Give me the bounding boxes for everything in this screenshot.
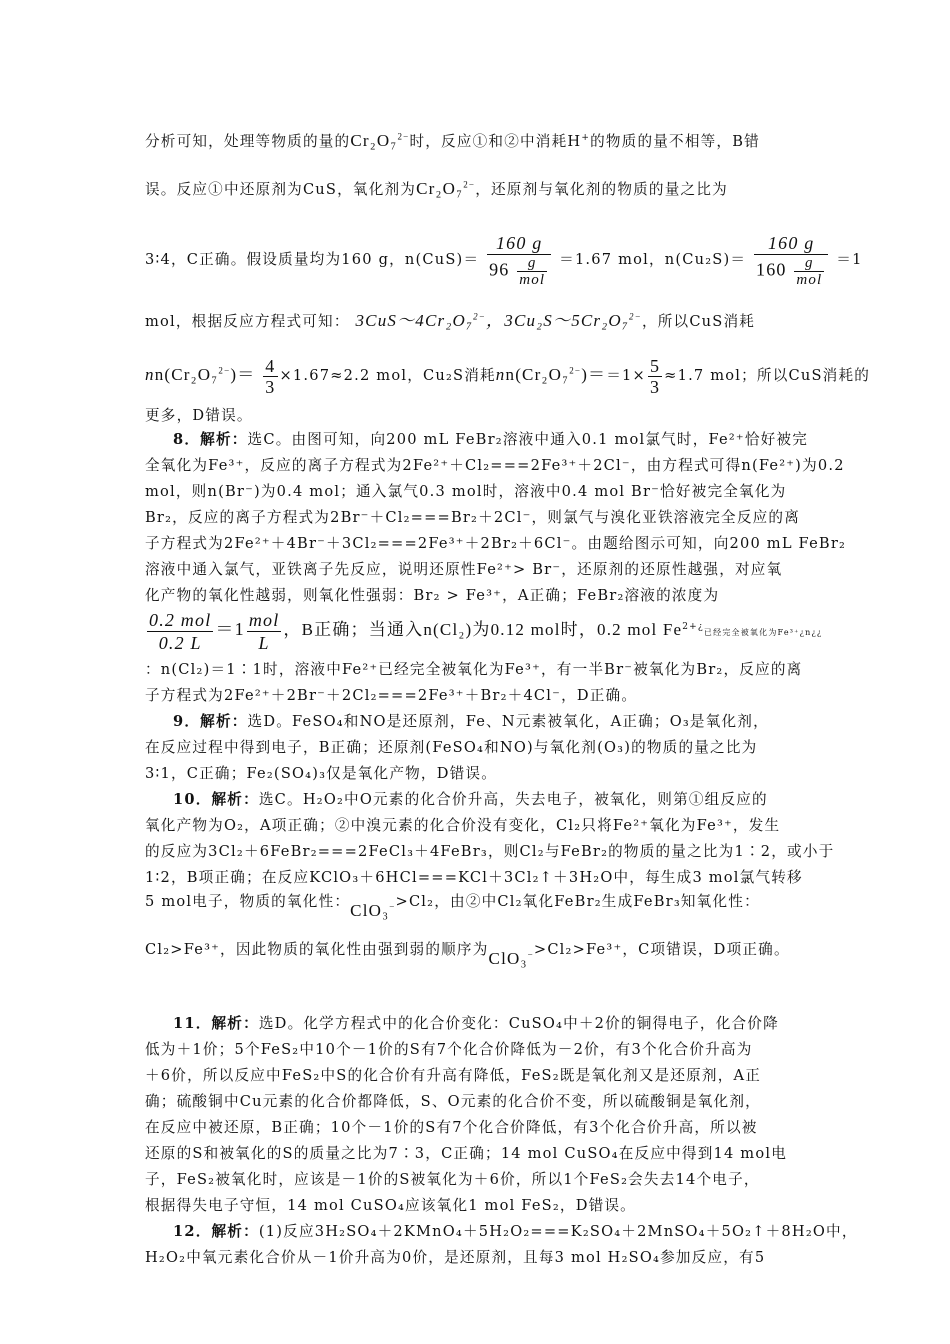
text-line: 化产物的氧化性越弱，则氧化性强弱：Br₂ > Fe³⁺，A正确；FeBr₂溶液的浓度为 — [145, 587, 720, 604]
text-line: 低为＋1价；5个FeS₂中10个－1价的S有7个化合价降低为－2价，有3个化合价升高为 — [145, 1041, 753, 1058]
text-line: H₂O₂中氧元素化合价从－1价升高为0价，是还原剂，且每3 mol H₂SO₄参加反应，有5 — [145, 1249, 766, 1266]
text: ＝1.67 mol，n(Cu₂S)＝ — [559, 251, 747, 268]
text: 误。反应①中还原剂为CuS，氧化剂为 — [145, 181, 417, 198]
text-line: Cl₂>Fe³⁺，因此物质的氧化性由强到弱的顺序为ClO₃−>Cl₂>Fe³⁺，C项错误，D项正确。 — [145, 941, 790, 968]
text-line: 确；硫酸铜中Cu元素的化合价都降低，S、O元素的化合价不变，所以硫酸铜是氧化剂， — [145, 1093, 761, 1110]
text-line: 子，FeS₂被氧化时，应该是－1价的S被氧化为＋6价，所以1个FeS₂会失去14个电子， — [145, 1171, 760, 1188]
text: ＝1 — [836, 251, 863, 268]
text: ，还原剂与氧化剂的物质的量之比为 — [475, 181, 728, 198]
text-line: 在反应过程中得到电子，B正确；还原剂(FeSO₄和NO)与氧化剂(O₃)的物质的量之比为 — [145, 739, 758, 756]
dichromate-formula: Cr₂O₇$^{2-}$ — [416, 179, 476, 198]
question-9-line: 9．解析：选D。FeSO₄和NO是还原剂，Fe、N元素被氧化，A正确；O₃是氧化剂， — [173, 713, 769, 730]
text-line: 全氧化为Fe³⁺，反应的离子方程式为2Fe²⁺＋Cl₂===2Fe³⁺＋2Cl⁻，由方程式可得n(Fe²⁺)为0.2 — [145, 457, 845, 474]
text-line — [145, 306, 810, 331]
fraction: $\frac{\text{mol}}{L}$ — [248, 609, 280, 653]
text-line — [145, 228, 863, 292]
chlorate-formula: ClO₃− — [350, 901, 396, 920]
text: 时，反应①和②中消耗H — [409, 133, 582, 150]
text-line: 溶液中通入氯气，亚铁离子先反应，说明还原性Fe²⁺> Br⁻，还原剂的还原性越强，对应氧 — [145, 561, 783, 578]
question-8-line: 8．解析：选C。由图可知，向200 mL FeBr₂溶液中通入0.1 mol氯气时，Fe²⁺恰好被完 — [173, 431, 809, 448]
question-10-line: 10．解析：选C。H₂O₂中O元素的化合价升高，失去电子，被氧化，则第①组反应的 — [173, 791, 768, 808]
text-line: 氧化产物为O₂，A项正确；②中溴元素的化合价没有变化，Cl₂只将Fe²⁺氧化为Fe³⁺，发生 — [145, 817, 781, 834]
text: ≈1.7 mol；所以CuS消耗的 — [664, 367, 871, 384]
amount-formula: nn(Cr₂O₇$^{2-}$)＝ — [495, 365, 607, 384]
text-line: 分析可知，处理等物质的量的Cr₂O₇$^{2-}$时，反应①和②中消耗H+的物质的量不相等，B错 — [145, 131, 760, 150]
text: mol，根据反应方程式可知： — [145, 313, 350, 330]
text-line: 3∶1，C正确；Fe₂(SO₄)₃仅是氧化产物，D错误。 — [145, 765, 498, 782]
text: ，所以CuS消耗 — [641, 313, 756, 330]
text: 3∶4，C正确。假设质量均为160 g，n(CuS)＝ — [145, 251, 480, 268]
text-line — [145, 178, 810, 199]
text-line: $\frac{\text{0.2 mol}}{0.2 L}$ ＝1 $\frac{\text{mol}}{L}$ ，B正确；当通入n(Cl₂)为0.12 mol时，0.2 mol $Fe^{2+¿}$已经完全被氧化为Fe³⁺¿n¿¿ — [149, 609, 823, 653]
text-line: 在反应中被还原，B正确；10个－1价的S有7个化合价降低，有3个化合价升高，所以被 — [145, 1119, 758, 1136]
text-line: ：n(Cl₂)＝1∶1时，溶液中Fe²⁺已经完全被氧化为Fe³⁺，有一半Br⁻被氧化为Br₂，反应的离 — [145, 661, 803, 678]
fraction: $\frac{\text{0.2 mol}}{0.2 L}$ — [149, 609, 212, 653]
text: ≈2.2 mol，Cu₂S消耗 — [330, 367, 496, 384]
fraction: $\frac{5}{3}$ — [649, 355, 661, 397]
amount-formula: nn(Cr₂O₇$^{2-}$)＝ — [145, 365, 256, 384]
text-line: 根据得失电子守恒，14 mol CuSO₄应该氧化1 mol FeS₂，D错误。 — [145, 1197, 636, 1214]
text-line: 的反应为3Cl₂＋6FeBr₂===2FeCl₃＋4FeBr₃，则Cl₂与FeBr₂的物质的量之比为1∶2，或小于 — [145, 843, 835, 860]
text-line: 子方程式为2Fe²⁺＋2Br⁻＋2Cl₂===2Fe³⁺＋Br₂＋4Cl⁻，D正确。 — [145, 687, 638, 704]
text-line: ＋6价，所以反应中FeS₂中S的化合价有升高有降低，FeS₂既是氧化剂又是还原剂，A正 — [145, 1067, 762, 1084]
dichromate-formula: Cr₂O₇$^{2-}$ — [350, 131, 410, 150]
text-line: 子方程式为2Fe²⁺＋4Br⁻＋3Cl₂===2Fe³⁺＋2Br₂＋6Cl⁻。由题给图示可知，向200 mL FeBr₂ — [145, 535, 847, 552]
text-line: 更多，D错误。 — [145, 407, 253, 424]
text-line — [145, 352, 871, 398]
fraction: $\frac{4}{3}$ — [265, 355, 276, 397]
text-line: Br₂，反应的离子方程式为2Br⁻＋Cl₂===Br₂＋2Cl⁻，则氯气与溴化亚铁溶液完全反应的离 — [145, 509, 801, 526]
text: 分析可知，处理等物质的量的 — [145, 133, 351, 150]
ratio-formula: 3CuS～4Cr₂O₇$^{2-}$，3Cu₂S～5Cr₂O₇$^{2-}$ — [355, 311, 642, 330]
text-line: 1∶2，B项正确；在反应KClO₃＋6HCl===KCl＋3Cl₂↑＋3H₂O中，每生成3 mol氯气转移 — [145, 869, 803, 886]
text-line: mol，则n(Br⁻)为0.4 mol；通入氯气0.3 mol时，溶液中0.4 mol Br⁻恰好被完全氧化为 — [145, 483, 787, 500]
chlorate-formula: ClO₃− — [488, 949, 534, 968]
text-line: 5 mol电子，物质的氧化性：ClO₃−>Cl₂，由②中Cl₂氧化FeBr₂生成FeBr₃知氧化性： — [145, 893, 760, 920]
fraction: 160 g 160 $\frac{g}{\text{mol}}$ — [754, 232, 828, 288]
text-line: 还原的S和被氧化的S的质量之比为7∶3，C正确；14 mol CuSO₄在反应中得到14 mol电 — [145, 1145, 787, 1162]
fraction: 160 g 96 $\frac{g}{\text{mol}}$ — [487, 232, 551, 288]
text: ×1.67 — [279, 367, 331, 384]
question-11-line: 11．解析：选D。化学方程式中的化合价变化：CuSO₄中＋2价的铜得电子，化合价降 — [173, 1015, 779, 1032]
text: 的物质的量不相等，B错 — [590, 133, 760, 150]
question-12-line: 12．解析：(1)反应3H₂SO₄＋2KMnO₄＋5H₂O₂===K₂SO₄＋2MnSO₄＋5O₂↑＋8H₂O中， — [173, 1223, 858, 1240]
text: ＝1× — [606, 367, 646, 384]
